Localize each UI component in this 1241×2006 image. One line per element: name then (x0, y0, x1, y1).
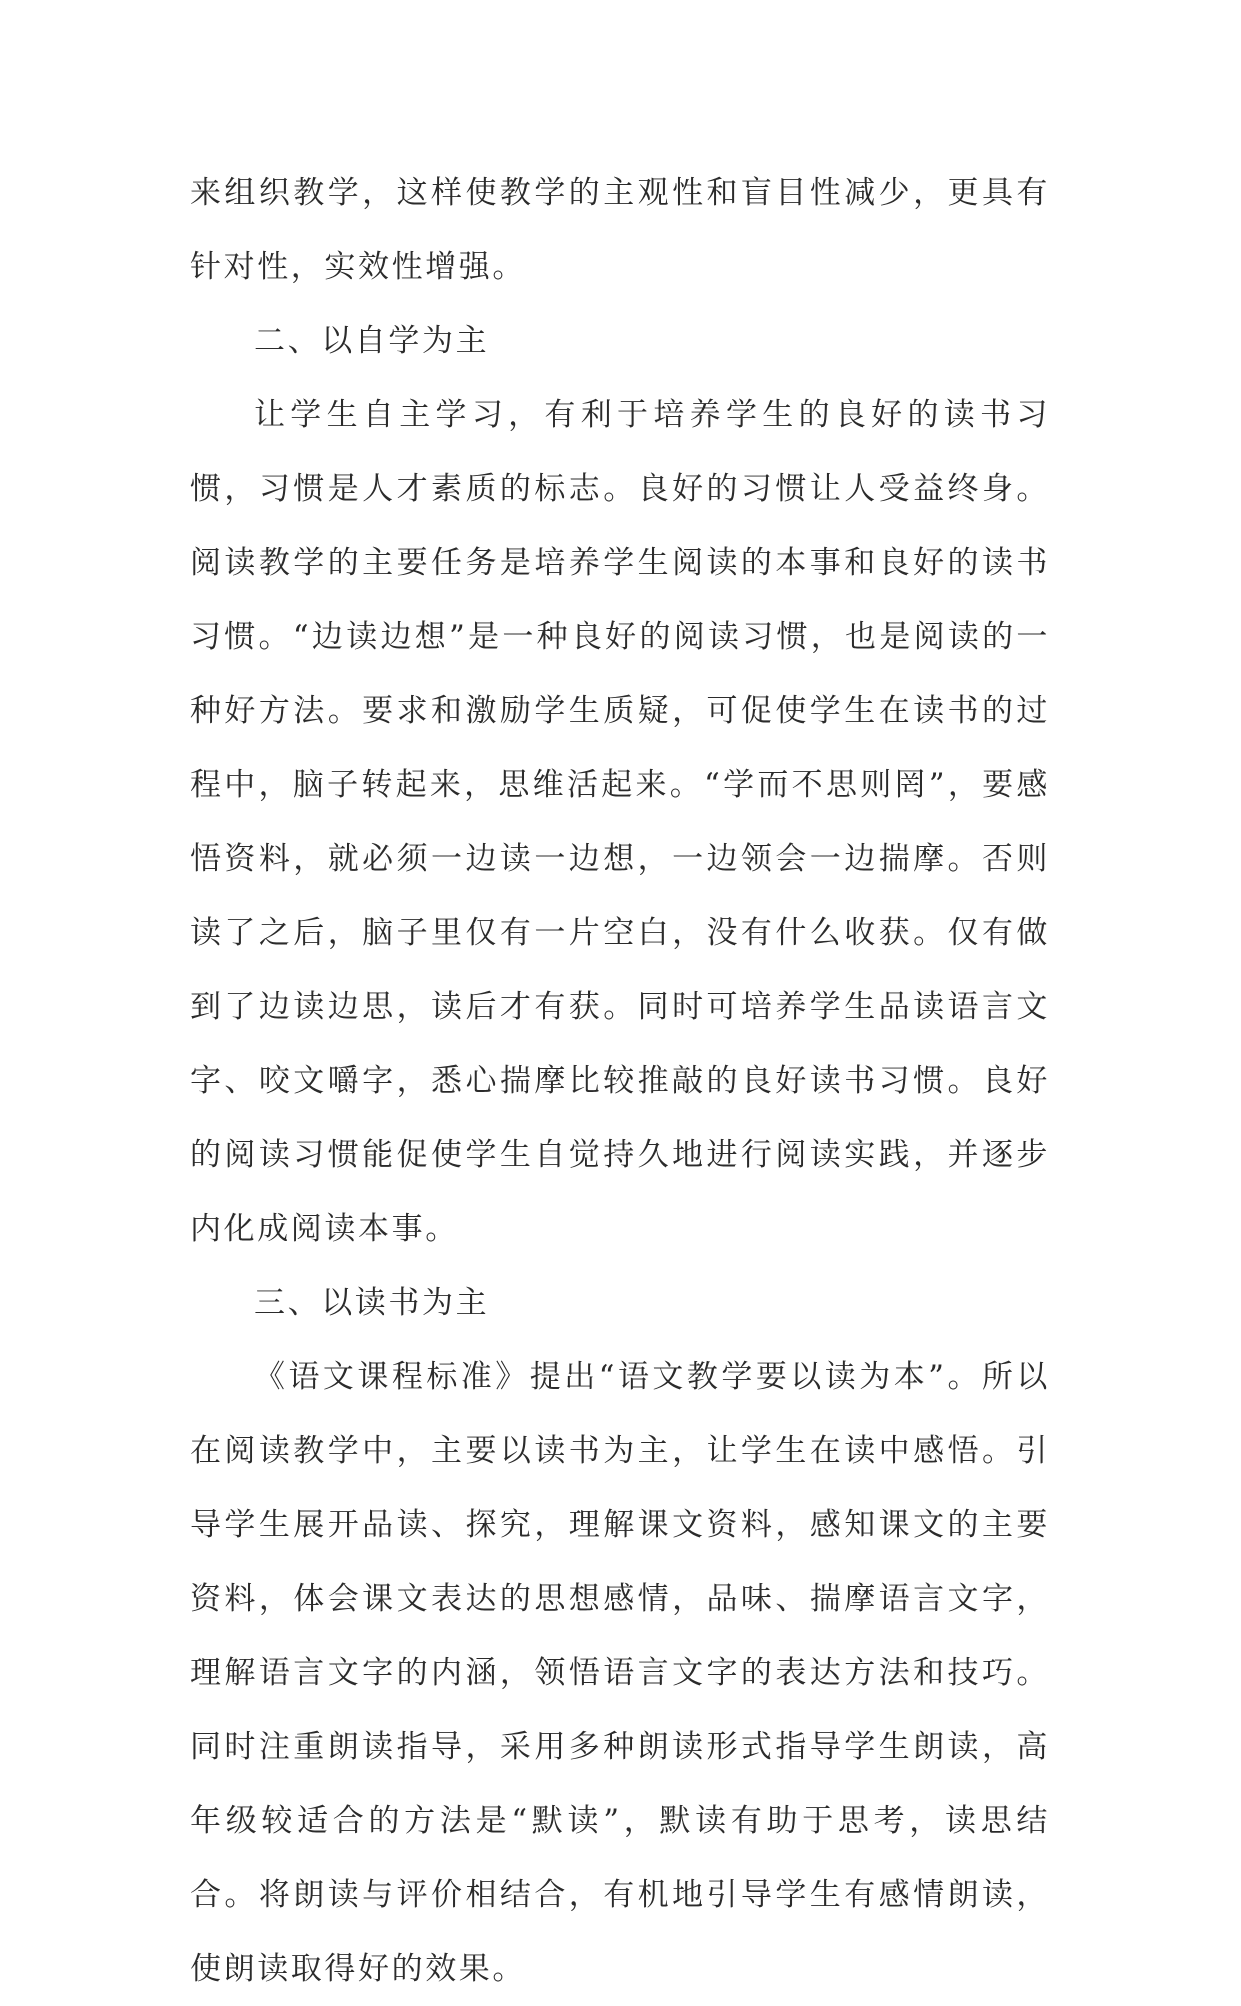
paragraph-continuation: 来组织教学，这样使教学的主观性和盲目性减少，更具有针对性，实效性增强。 (190, 175, 1050, 285)
section-heading-3: 三、以读书为主 (254, 1285, 490, 1321)
paragraph-self-study: 让学生自主学习，有利于培养学生的良好的读书习惯，习惯是人才素质的标志。良好的习惯让人受益终身。阅读教学的主要任务是培养学生阅读的本事和良好的读书习惯。“边读边想”是一种良好的阅读习惯，也是阅读的一种好方法。要求和激励学生质疑，可促使学生在读书的过程中，脑子转起来，思维活起来。“学而不思则罔”，要感悟资料，就必须一边读一边想，一边领会一边揣摩。否则读了之后，脑子里仅有一片空白，没有什么收获。仅有做到了边读边思，读后才有获。同时可培养学生品读语言文字、咬文嚼字，悉心揣摩比较推敲的良好读书习惯。良好的阅读习惯能促使学生自觉持久地进行阅读实践，并逐步内化成阅读本事。 (190, 397, 1050, 1247)
paragraph-reading: 《语文课程标准》提出“语文教学要以读为本”。所以在阅读教学中，主要以读书为主，让学生在读中感悟。引导学生展开品读、探究，理解课文资料，感知课文的主要资料，体会课文表达的思想感情，品味、揣摩语言文字，理解语言文字的内涵，领悟语言文字的表达方法和技巧。同时注重朗读指导，采用多种朗读形式指导学生朗读，高年级较适合的方法是“默读”，默读有助于思考，读思结合。将朗读与评价相结合，有机地引导学生有感情朗读，使朗读取得好的效果。 (190, 1359, 1050, 1987)
section-heading-2: 二、以自学为主 (254, 323, 490, 359)
document-body (190, 156, 1050, 2006)
